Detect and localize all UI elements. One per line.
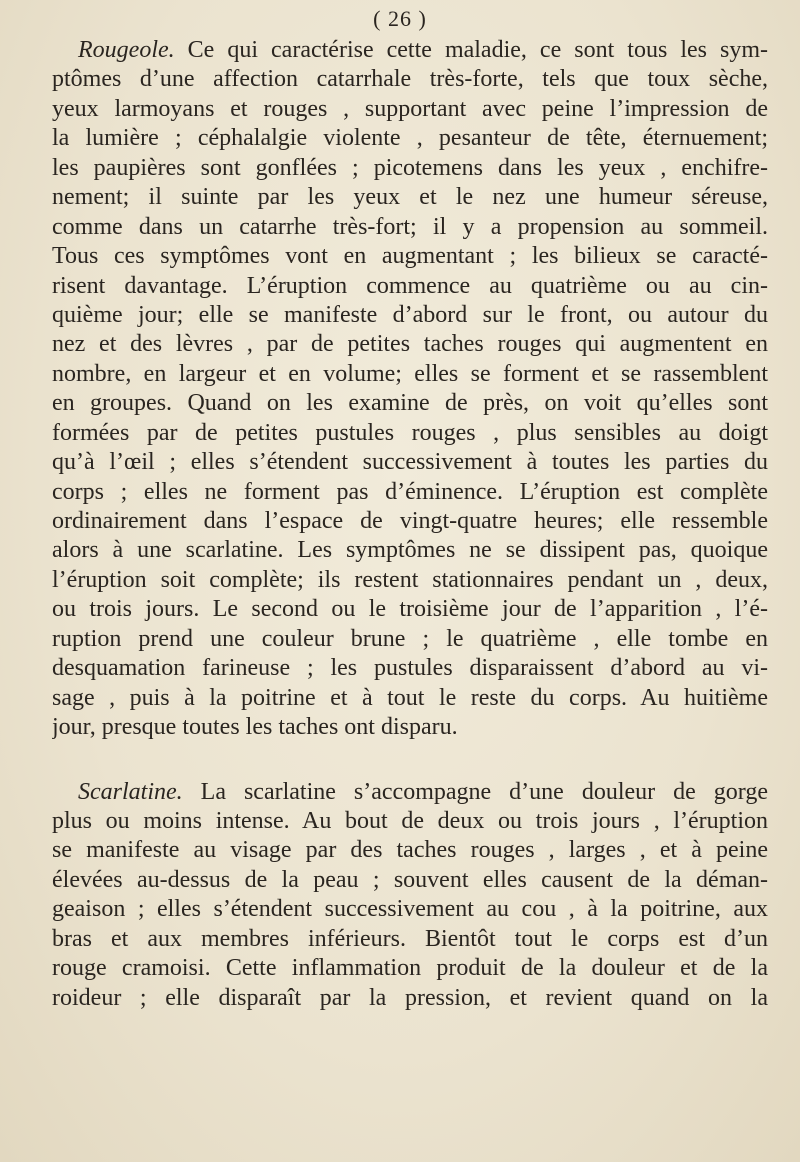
text-line: Tous ces symptômes vont en augmentant ; les bilieux se caracté- [52,243,768,270]
text-line: nement; il suinte par les yeux et le nez une humeur séreuse, [52,184,768,211]
first-line-text: Ce qui caractérise cette maladie, ce sont tous les sym- [174,37,768,63]
text-line: les paupières sont gonflées ; picotemens dans les yeux , enchifre- [52,154,768,181]
text-line: ordinairement dans l’espace de vingt-quatre heures; elle ressemble [52,508,768,534]
text-line: qu’à l’œil ; elles s’étendent successivement à toutes les parties du [52,449,768,476]
text-line: sage , puis à la poitrine et à tout le reste du corps. Au huitième [52,684,768,711]
text-line: quième jour; elle se manifeste d’abord sur le front, ou autour du [52,301,768,328]
paragraph-rougeole [52,36,768,743]
text-line: desquamation farineuse ; les pustules disparaissent d’abord au vi- [52,655,768,682]
text-line: alors à une scarlatine. Les symptômes ne se dissipent pas, quoique [52,537,768,564]
text-line: jour, presque toutes les taches ont disparu. [52,714,458,741]
body-text [52,36,768,1013]
text-line: nombre, en largeur et en volume; elles se forment et se rassemblent [52,360,768,387]
text-line: comme dans un catarrhe très-fort; il y a propension au sommeil. [52,213,768,240]
text-line: roideur ; elle disparaît par la pression, et revient quand on la [52,984,768,1011]
text-line: nez et des lèvres , par de petites taches rouges qui augmentent en [52,331,768,358]
text-line: la lumière ; céphalalgie violente , pesanteur de tête, éternuement; [52,125,768,152]
text-line: se manifeste au visage par des taches rouges , larges , et à peine [52,837,768,864]
text-line: formées par de petites pustules rouges , plus sensibles au doigt [52,419,768,446]
text-line: élevées au-dessus de la peau ; souvent elles causent de la déman- [52,866,768,893]
text-line: en groupes. Quand on les examine de près, on voit qu’elles sont [52,390,768,417]
first-line-text: La scarlatine s’accompagne d’une douleur de gorge [182,778,768,805]
text-line: l’éruption soit complète; ils restent stationnaires pendant un , deux, [52,566,768,593]
paragraph-scarlatine [52,778,768,1014]
text-line: rouge cramoisi. Cette inflammation produit de la douleur et de la [52,955,768,982]
paragraph-first-line [52,36,768,65]
text-line: risent davantage. L’éruption commence au quatrième ou au cin- [52,272,768,299]
text-line: ptômes d’une affection catarrhale très-forte, tels que toux sèche, [52,66,768,93]
text-line: corps ; elles ne forment pas d’éminence. L’éruption est complète [52,478,768,505]
text-line: yeux larmoyans et rouges , supportant avec peine l’impression de [52,95,768,122]
paragraph-first-line [52,778,768,807]
text-line: bras et aux membres inférieurs. Bientôt tout le corps est d’un [52,925,768,952]
section-heading-scarlatine: Scarlatine. [78,778,183,805]
section-heading-rougeole: Rougeole. [78,37,175,63]
text-line: ruption prend une couleur brune ; le quatrième , elle tombe en [52,625,768,652]
text-line: plus ou moins intense. Au bout de deux ou trois jours , l’éruption [52,807,768,834]
text-line: ou trois jours. Le second ou le troisième jour de l’apparition , l’é- [52,596,768,623]
page-number: ( 26 ) [373,6,427,31]
paragraph-gap [52,743,768,778]
text-line: geaison ; elles s’étendent successivement au cou , à la poitrine, aux [52,896,768,923]
